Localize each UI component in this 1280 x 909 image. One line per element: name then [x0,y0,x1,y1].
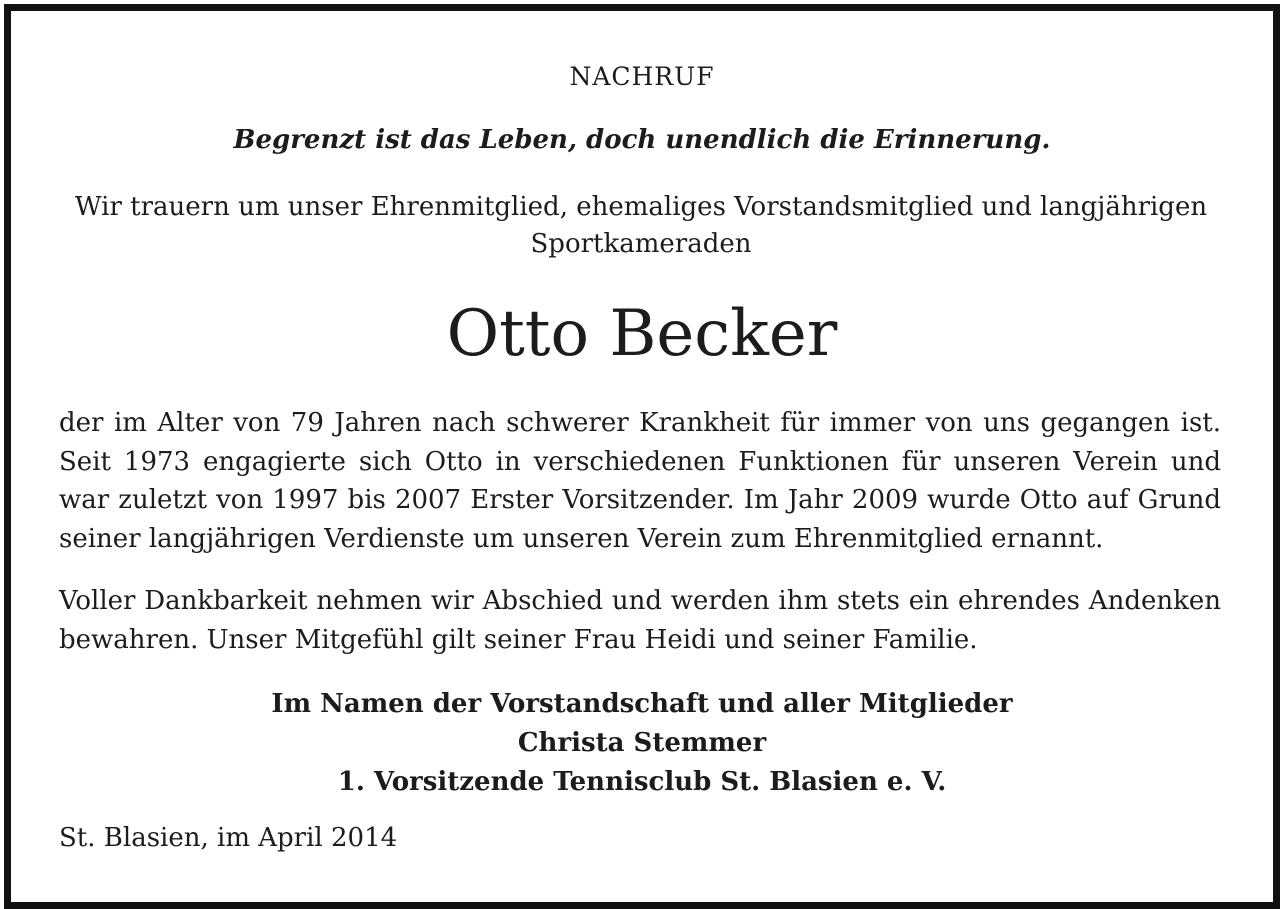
intro-text: Wir trauern um unser Ehrenmitglied, ehemaliges Vorstandsmitglied und langjährigen Sportkameraden [74,192,1208,259]
deceased-name: Otto Becker [446,297,838,371]
body-paragraph-1: der im Alter von 79 Jahren nach schwerer Krankheit für immer von uns gegangen ist. Seit 1973 engagierte sich Otto in verschiedenen Funktionen für unseren Verein und war zuletzt von 1997 bis 2007 Erster Vorsitzender. Im Jahr 2009 wurde Otto auf Grund seiner langjährigen Verdienste um unseren Verein zum Ehrenmitglied ernannt. [59,408,1221,554]
obituary-frame [4,4,1280,909]
signature-line-name: Christa Stemmer [517,728,767,758]
notice-heading: NACHRUF [569,62,715,91]
signature-line-title: 1. Vorsitzende Tennisclub St. Blasien e. V. [337,767,947,797]
motto-quote: Begrenzt ist das Leben, doch unendlich die Erinnerung. [233,125,1051,155]
body-paragraph-2: Voller Dankbarkeit nehmen wir Abschied und werden ihm stets ein ehrendes Andenken bewahren. Unser Mitgefühl gilt seiner Frau Heidi und seiner Familie. [59,586,1221,655]
obituary-content [11,11,1273,902]
signature-line-organization: Im Namen der Vorstandschaft und aller Mitglieder [271,689,1013,719]
signature-block [11,685,1273,802]
place-date: St. Blasien, im April 2014 [59,823,398,853]
